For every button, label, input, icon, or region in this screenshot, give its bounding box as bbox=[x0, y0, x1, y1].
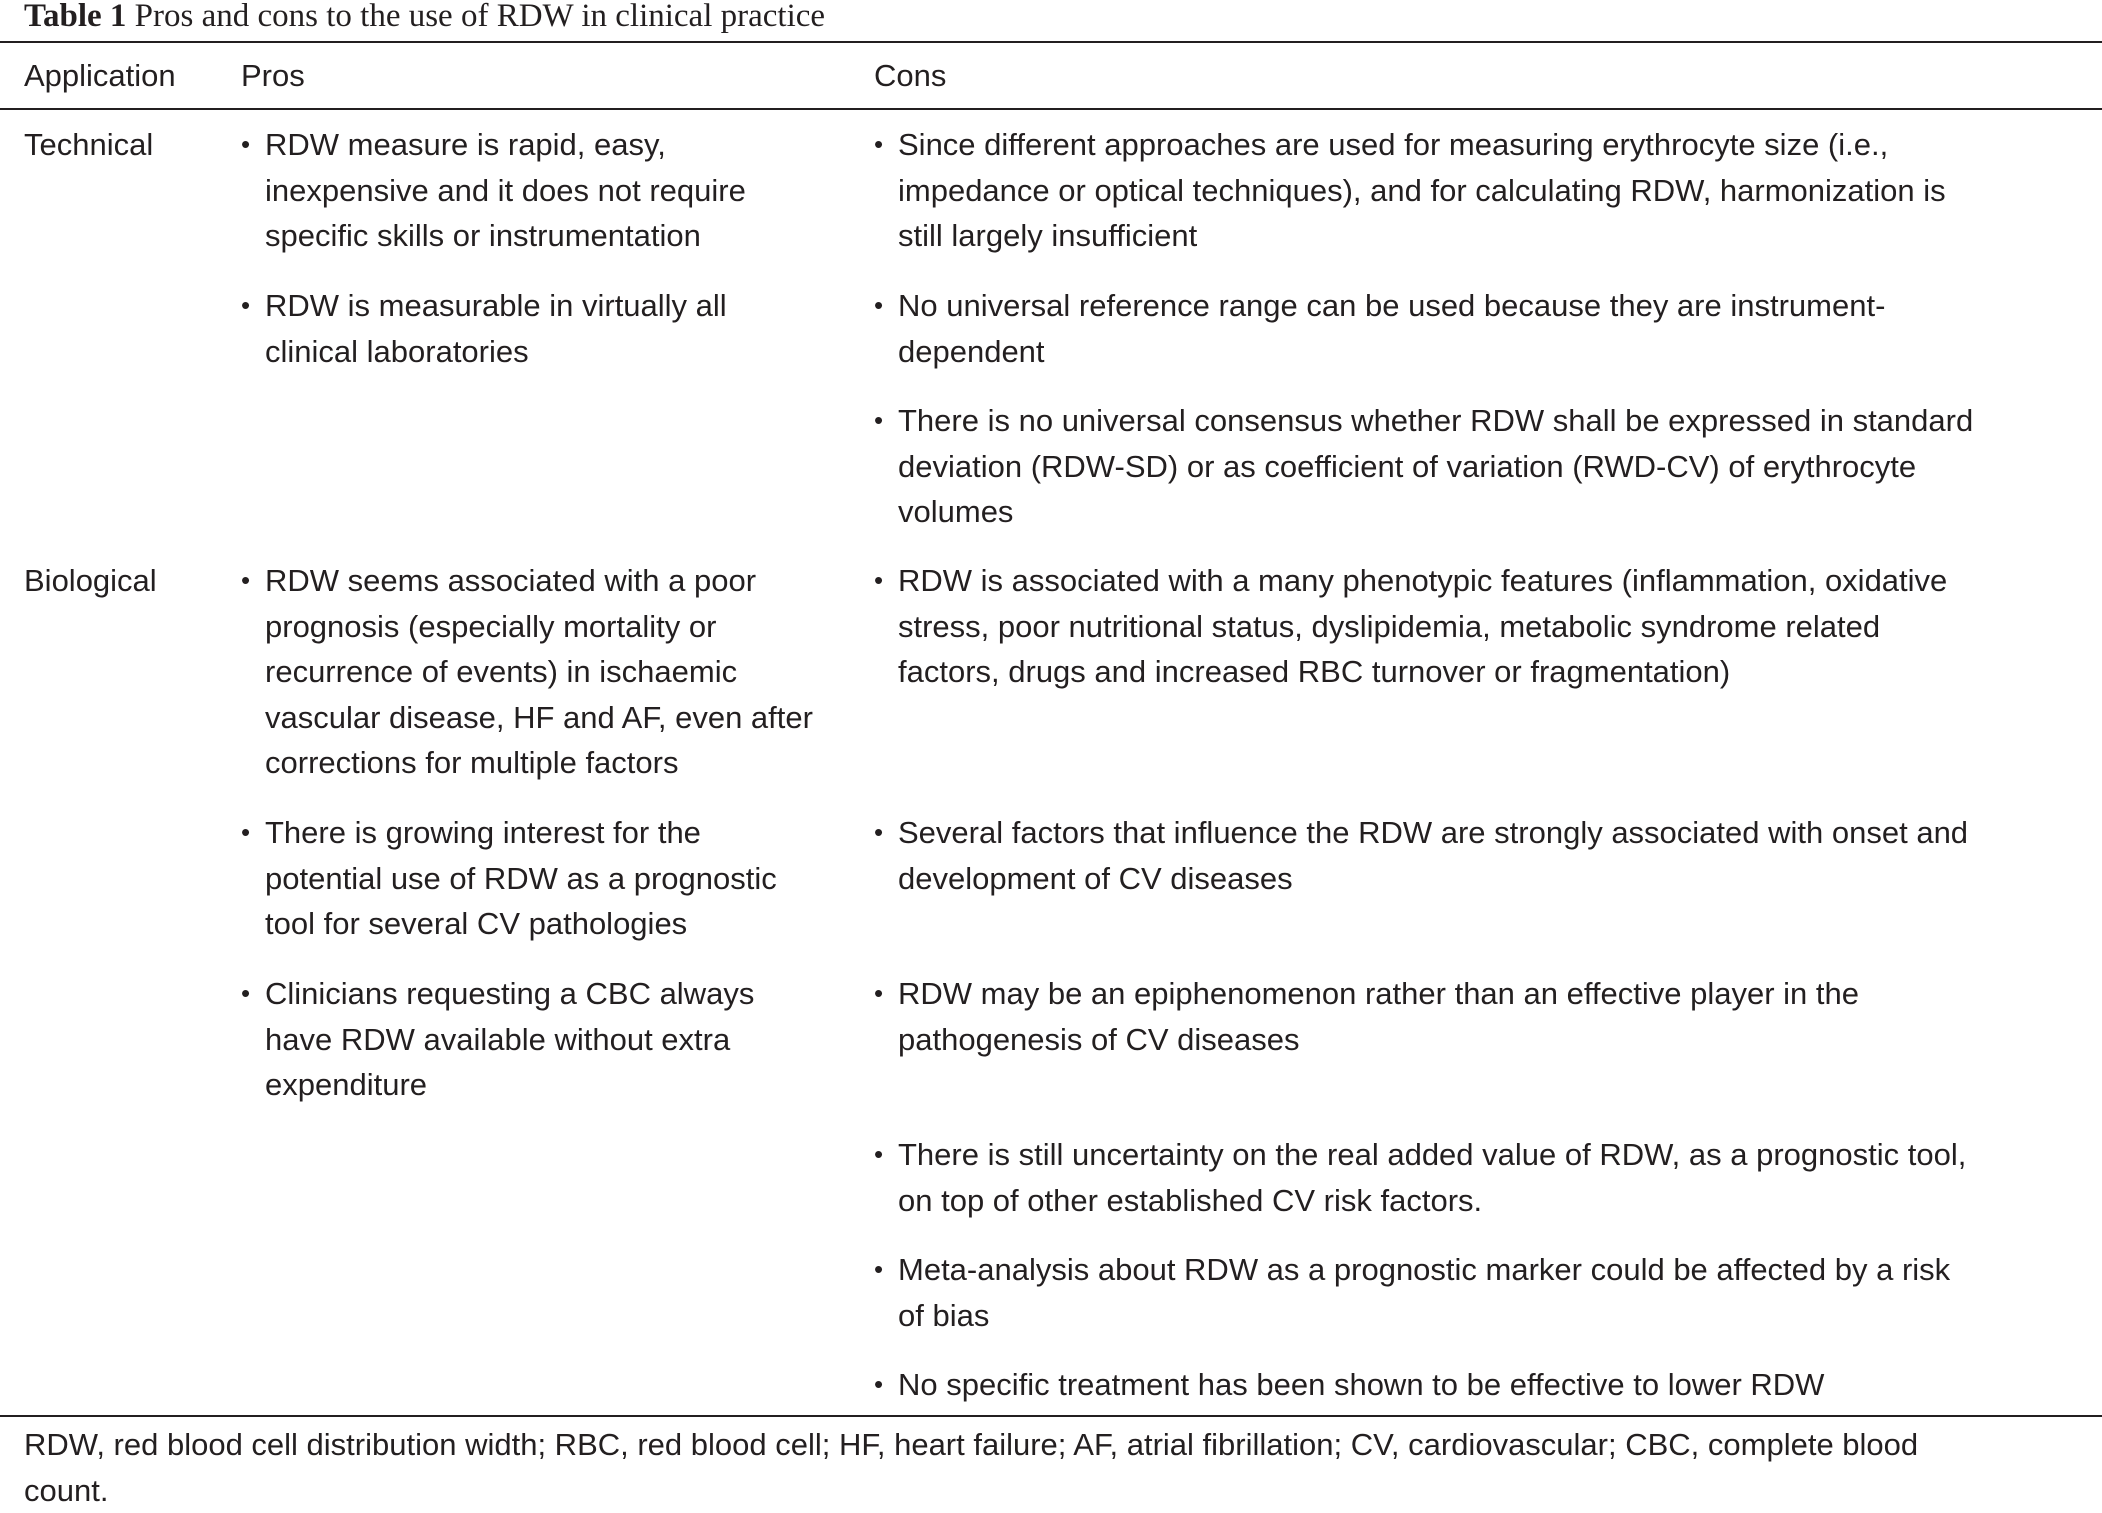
item-line: Meta-analysis about RDW as a prognostic marker could be affected by a risk bbox=[898, 1247, 1950, 1293]
bullet-icon: • bbox=[874, 810, 883, 856]
item-line: volumes bbox=[898, 489, 1973, 535]
row-application-technical: Technical bbox=[24, 122, 153, 168]
bullet-icon: • bbox=[874, 1362, 883, 1408]
item-line: still largely insufficient bbox=[898, 213, 1946, 259]
item-line: Since different approaches are used for measuring erythrocyte size (i.e., bbox=[898, 122, 1946, 168]
item-line: prognosis (especially mortality or bbox=[265, 604, 813, 650]
item-line: There is no universal consensus whether RDW shall be expressed in standard bbox=[898, 398, 1973, 444]
item-line: No universal reference range can be used because they are instrument- bbox=[898, 283, 1885, 329]
footnote-line: count. bbox=[24, 1468, 1918, 1513]
footnote-line: RDW, red blood cell distribution width; RBC, red blood cell; HF, heart failure; AF, atrial fibrillation; CV, cardiovascular; CBC, complete blood bbox=[24, 1422, 1918, 1468]
bullet-icon: • bbox=[874, 122, 883, 168]
pro-item bbox=[265, 122, 746, 259]
con-item bbox=[898, 558, 1947, 695]
item-line: clinical laboratories bbox=[265, 329, 727, 375]
con-item bbox=[898, 1132, 1966, 1223]
header-pros: Pros bbox=[241, 53, 305, 99]
pro-item bbox=[265, 971, 754, 1108]
bullet-icon: • bbox=[241, 810, 250, 856]
table-title: Pros and cons to the use of RDW in clinical practice bbox=[135, 0, 825, 34]
table-label: Table 1 bbox=[24, 0, 126, 34]
bullet-icon: • bbox=[874, 398, 883, 444]
bullet-icon: • bbox=[241, 558, 250, 604]
item-line: dependent bbox=[898, 329, 1885, 375]
bottom-rule bbox=[0, 1415, 2102, 1417]
pro-item bbox=[265, 283, 727, 374]
item-line: There is still uncertainty on the real added value of RDW, as a prognostic tool, bbox=[898, 1132, 1966, 1178]
item-line: of bias bbox=[898, 1293, 1950, 1339]
bullet-icon: • bbox=[874, 1132, 883, 1178]
con-item bbox=[898, 1247, 1950, 1338]
table-caption bbox=[24, 0, 825, 32]
header-application: Application bbox=[24, 53, 176, 99]
item-line: on top of other established CV risk factors. bbox=[898, 1178, 1966, 1224]
bullet-icon: • bbox=[874, 1247, 883, 1293]
item-line: recurrence of events) in ischaemic bbox=[265, 649, 813, 695]
con-item bbox=[898, 122, 1946, 259]
top-rule bbox=[0, 41, 2102, 43]
item-line: Clinicians requesting a CBC always bbox=[265, 971, 754, 1017]
item-line: RDW is measurable in virtually all bbox=[265, 283, 727, 329]
item-line: factors, drugs and increased RBC turnover or fragmentation) bbox=[898, 649, 1947, 695]
item-line: specific skills or instrumentation bbox=[265, 213, 746, 259]
item-line: inexpensive and it does not require bbox=[265, 168, 746, 214]
item-line: potential use of RDW as a prognostic bbox=[265, 856, 777, 902]
header-rule bbox=[0, 108, 2102, 110]
bullet-icon: • bbox=[874, 971, 883, 1017]
bullet-icon: • bbox=[241, 122, 250, 168]
item-line: have RDW available without extra bbox=[265, 1017, 754, 1063]
item-line: deviation (RDW-SD) or as coefficient of variation (RWD-CV) of erythrocyte bbox=[898, 444, 1973, 490]
item-line: corrections for multiple factors bbox=[265, 740, 813, 786]
item-line: RDW may be an epiphenomenon rather than an effective player in the bbox=[898, 971, 1859, 1017]
item-line: impedance or optical techniques), and for calculating RDW, harmonization is bbox=[898, 168, 1946, 214]
item-line: stress, poor nutritional status, dyslipidemia, metabolic syndrome related bbox=[898, 604, 1947, 650]
pro-item bbox=[265, 558, 813, 786]
header-cons: Cons bbox=[874, 53, 946, 99]
bullet-icon: • bbox=[874, 283, 883, 329]
item-line: No specific treatment has been shown to be effective to lower RDW bbox=[898, 1362, 1824, 1408]
item-line: RDW seems associated with a poor bbox=[265, 558, 813, 604]
item-line: tool for several CV pathologies bbox=[265, 901, 777, 947]
con-item bbox=[898, 810, 1968, 901]
item-line: pathogenesis of CV diseases bbox=[898, 1017, 1859, 1063]
item-line: There is growing interest for the bbox=[265, 810, 777, 856]
item-line: expenditure bbox=[265, 1062, 754, 1108]
con-item bbox=[898, 283, 1885, 374]
con-item bbox=[898, 1362, 1824, 1408]
item-line: RDW measure is rapid, easy, bbox=[265, 122, 746, 168]
pro-item bbox=[265, 810, 777, 947]
footnote bbox=[24, 1422, 1918, 1513]
bullet-icon: • bbox=[241, 283, 250, 329]
item-line: Several factors that influence the RDW are strongly associated with onset and bbox=[898, 810, 1968, 856]
bullet-icon: • bbox=[241, 971, 250, 1017]
item-line: vascular disease, HF and AF, even after bbox=[265, 695, 813, 741]
item-line: RDW is associated with a many phenotypic features (inflammation, oxidative bbox=[898, 558, 1947, 604]
row-application-biological: Biological bbox=[24, 558, 157, 604]
bullet-icon: • bbox=[874, 558, 883, 604]
con-item bbox=[898, 971, 1859, 1062]
con-item bbox=[898, 398, 1973, 535]
item-line: development of CV diseases bbox=[898, 856, 1968, 902]
